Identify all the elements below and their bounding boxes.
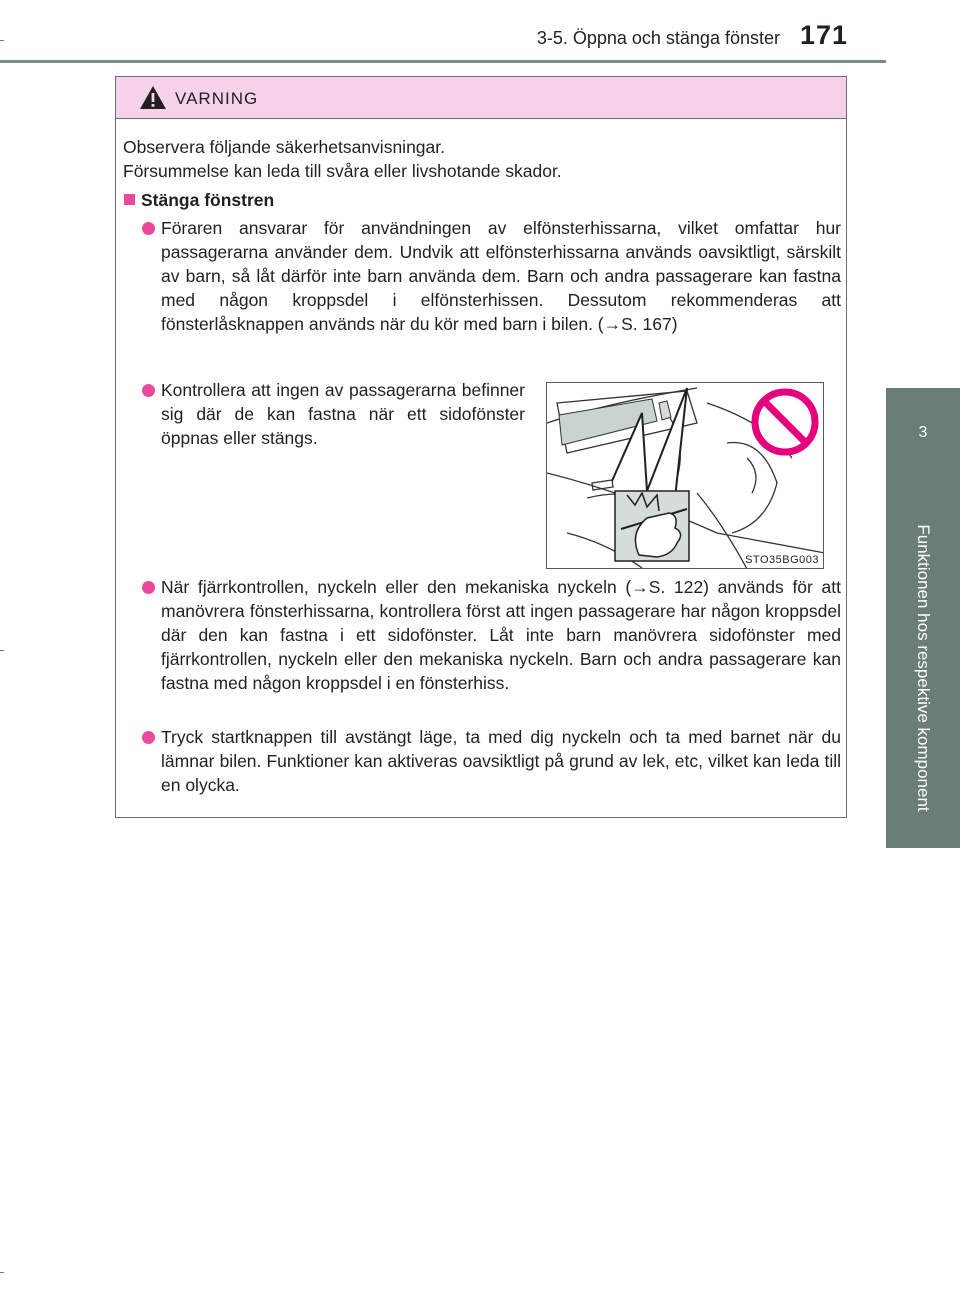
bullet-item: Föraren ansvarar för användningen av elfönsterhissarna, vilket omfattar hur passagerarna använder dem. Undvik att elfönsterhissarna används oavsiktligt, särskilt av barn, så låt därför inte barn använda dem. Barn och andra passagerare kan fastna med någon kroppsdel i elfönsterhissen. Dessutom rekommenderas att fönsterlåsknappen används när du kör med barn i bilen. (→S. 167): [161, 218, 841, 334]
section-title: 3-5. Öppna och stänga fönster: [536, 28, 780, 48]
bullet-dot-icon: [142, 731, 155, 744]
section-heading: [124, 190, 274, 211]
bullet-dot-icon: [142, 384, 155, 397]
bullet-item: När fjärrkontrollen, nyckeln eller den mekaniska nyckeln (→S. 122) används för att manövrera fönsterhissarna, kontrollera först att ingen passagerare har någon kroppsdel där den kan fastna i ett sidofönster. Låt inte barn manövrera sidofönster med fjärrkontrollen, nyckeln eller den mekaniska nyckeln. Barn och andra passagerare kan fastna med någon kroppsdel i en fönsterhiss.: [161, 577, 841, 693]
square-bullet-icon: [124, 194, 135, 205]
intro-line: Observera följande säkerhetsanvisningar.: [123, 137, 445, 157]
warning-intro: [123, 135, 843, 183]
crop-mark: [0, 650, 4, 651]
intro-line: Försummelse kan leda till svåra eller livshotande skador.: [123, 161, 562, 181]
chapter-title: Funktionen hos respektive komponent: [914, 524, 933, 812]
warning-box: [115, 76, 847, 818]
warning-illustration: [546, 382, 824, 569]
section-heading-text: Stänga fönstren: [141, 190, 275, 210]
bullet-dot-icon: [142, 581, 155, 594]
warning-triangle-icon: [139, 85, 167, 110]
figure-code: STO35BG003: [745, 554, 819, 566]
car-window-hand-illustration: [547, 383, 824, 569]
page-number: 171: [800, 20, 849, 50]
chapter-number: 3: [918, 424, 928, 441]
bullet-dot-icon: [142, 222, 155, 235]
bullet-item: Tryck startknappen till avstängt läge, ta med dig nyckeln och ta med barnet när du lämnar bilen. Funktioner kan aktiveras oavsiktligt på grund av lek, etc, vilket kan leda till en olycka.: [161, 727, 841, 795]
crop-mark: [0, 1272, 4, 1273]
crop-mark: [0, 40, 4, 41]
warning-header: [116, 77, 846, 119]
header-rule: [0, 60, 886, 63]
warning-label: VARNING: [175, 89, 259, 108]
bullet-item: Kontrollera att ingen av passagerarna befinner sig där de kan fastna när ett sidofönster öppnas eller stängs.: [161, 380, 525, 448]
